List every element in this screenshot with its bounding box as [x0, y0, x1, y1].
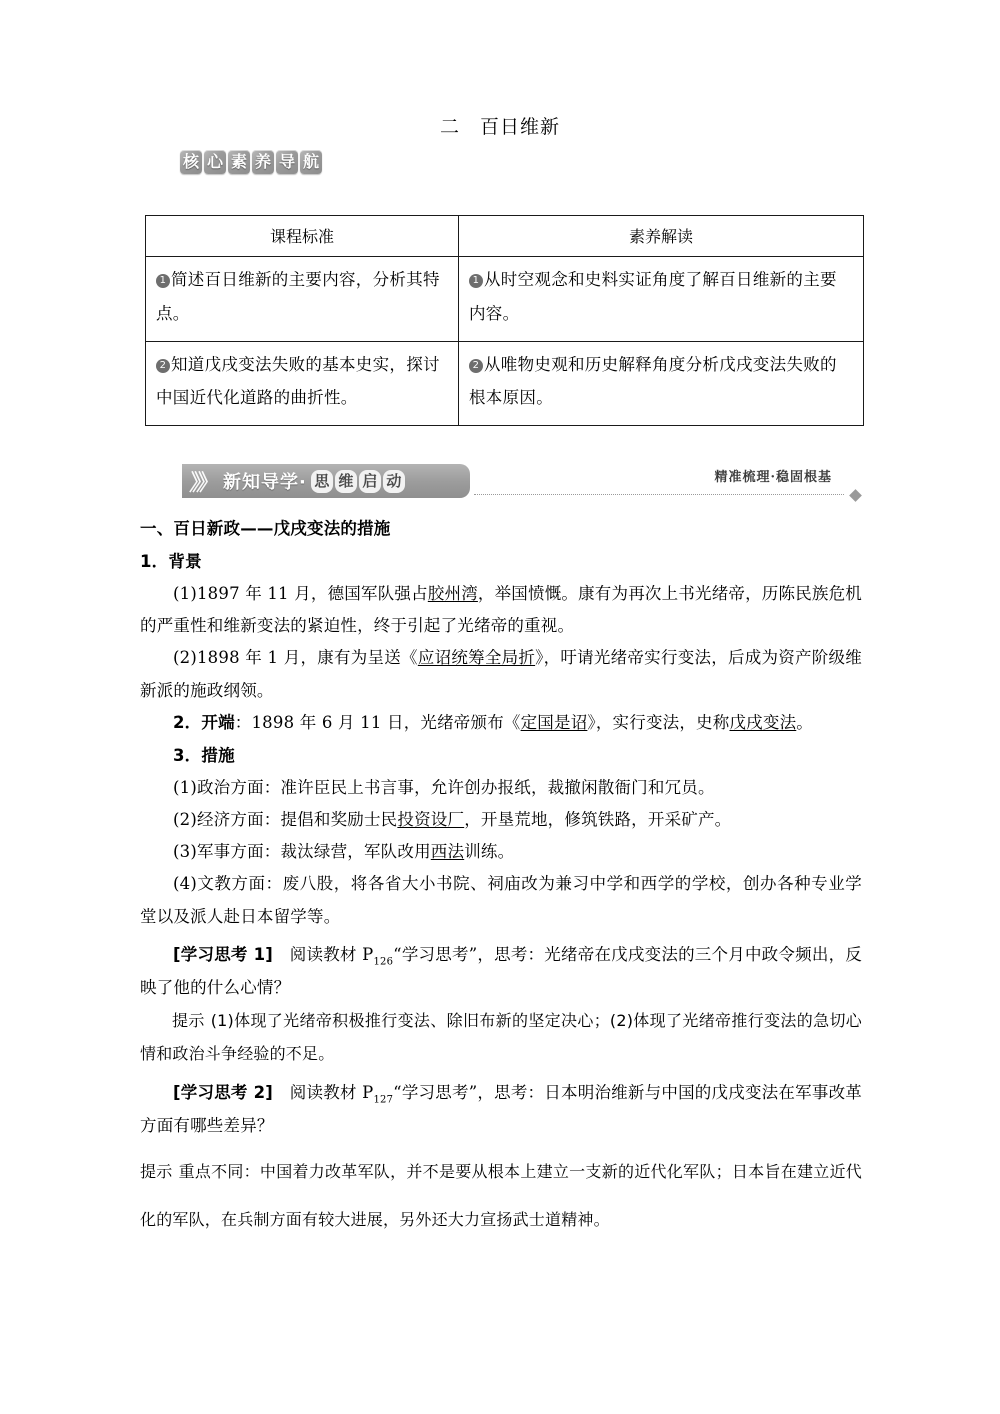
section-heading: 一、百日新政——戊戌变法的措施 — [140, 519, 391, 538]
text-part: 阅读教材 P — [273, 1082, 374, 1102]
text-part: (1)1897 年 11 月，德国军队强占 — [173, 584, 428, 603]
cell-text: 知道戊戌变法失败的基本史实，探讨中国近代化道路的曲折性。 — [156, 354, 440, 408]
diamond-icon — [849, 489, 862, 502]
text-part: “学习思考”，思考：光绪帝在戊戌变法的三个月中政令频出，反映了他的什么心情？ — [140, 944, 863, 997]
cell-text: 从唯物史观和历史解释角度分析戊戌变法失败的根本原因。 — [469, 354, 837, 408]
table-cell-standard-1 — [146, 257, 459, 342]
study-question-1 — [140, 939, 862, 1004]
banner-chip: 动 — [383, 470, 405, 493]
underlined-term-xifa: 西法 — [430, 842, 465, 862]
banner-bar — [182, 464, 470, 498]
column-header-literacy-interpretation: 素养解读 — [459, 216, 864, 257]
subheading-measures: 3．措施 — [173, 745, 235, 765]
banner-chip-group — [311, 470, 405, 493]
page-reference-127: 127 — [373, 1094, 394, 1106]
list-marker-2: 2 — [156, 359, 170, 373]
table-row — [146, 341, 864, 426]
measure-education: (4)文教方面：废八股，将各省大小书院、祠庙改为兼习中学和西学的学校，创办各种专业学堂以及派人赴日本留学等。 — [140, 874, 862, 926]
column-header-curriculum-standard: 课程标准 — [146, 216, 459, 257]
text-part: “学习思考”，思考：日本明治维新与中国的戊戌变法在军事改革方面有哪些差异？ — [140, 1082, 863, 1135]
table-header-row — [146, 216, 864, 257]
badge-char: 航 — [300, 150, 322, 174]
underlined-term-touzishechang: 投资设厂 — [397, 810, 465, 830]
measure-political: (1)政治方面：准许臣民上书言事，允许创办报纸，裁撤闲散衙门和冗员。 — [173, 777, 715, 797]
tip-2 — [140, 1148, 862, 1244]
list-marker-1: 1 — [156, 274, 170, 288]
text-part: (2)经济方面：提倡和奖励士民 — [173, 810, 398, 830]
text-part: ，举国愤慨。康有为再次上书光绪帝，历陈民族危机的严重性和维新变法的紧迫性，终于引起了光绪帝的重视。 — [140, 584, 863, 636]
page-reference-126: 126 — [373, 956, 394, 968]
measure-economic — [140, 804, 862, 836]
core-literacy-navigation-badge — [180, 150, 322, 174]
underlined-term-jiaozhouwan: 胶州湾 — [427, 584, 478, 603]
badge-char: 核 — [180, 150, 202, 174]
badge-char: 心 — [204, 150, 226, 174]
tip-label: 提示 — [172, 1010, 205, 1030]
study-question-2 — [140, 1077, 862, 1142]
paragraph-background-2 — [140, 642, 862, 706]
banner-title: 新知导学· — [223, 472, 307, 493]
table-cell-standard-2 — [146, 341, 459, 426]
list-marker-1: 1 — [469, 274, 483, 288]
study-question-2-label: [学习思考 2] — [173, 1082, 274, 1102]
badge-char: 养 — [252, 150, 274, 174]
paragraph-background-1 — [140, 578, 862, 642]
page-title: 二 百日维新 — [439, 116, 560, 138]
badge-char: 素 — [228, 150, 250, 174]
body-content — [140, 512, 862, 1244]
section-banner — [182, 464, 860, 498]
underlined-term-dingguoshizhao: 定国是诏 — [520, 712, 588, 732]
banner-chip: 维 — [335, 470, 357, 493]
text-part: (3)军事方面：裁汰绿营，军队改用 — [173, 842, 431, 862]
text-part: 。 — [796, 712, 813, 732]
cell-text: 简述百日维新的主要内容，分析其特点。 — [156, 270, 440, 323]
curriculum-standards-table — [145, 215, 864, 426]
label-beginning: 2．开端 — [173, 712, 235, 732]
tip-label: 提示 — [140, 1161, 173, 1181]
table-cell-literacy-2 — [459, 341, 864, 426]
badge-char: 导 — [276, 150, 298, 174]
subheading-background: 1．背景 — [140, 552, 202, 571]
text-part: 训练。 — [464, 842, 515, 862]
text-part: 》，吁请光绪帝实行变法，后成为资产阶级维新派的施政纲领。 — [140, 648, 862, 700]
double-chevron-right-icon: 》》 — [188, 470, 217, 496]
underlined-term-yingzhao: 应诏统筹全局折 — [417, 648, 536, 668]
tip-text: 重点不同：中国着力改革军队，并不是要从根本上建立一支新的近代化军队；日本旨在建立近代化的军队，在兵制方面有较大进展，另外还大力宣扬武士道精神。 — [140, 1161, 863, 1229]
text-part: ：1898 年 6 月 11 日，光绪帝颁布《 — [234, 712, 521, 732]
table-row — [146, 257, 864, 342]
banner-dotted-rule — [474, 494, 844, 495]
text-part: 阅读教材 P — [273, 944, 374, 964]
table-cell-literacy-1 — [459, 257, 864, 342]
measure-military — [140, 836, 862, 868]
tip-text: (1)体现了光绪帝积极推行变法、除旧布新的坚定决心；(2)体现了光绪帝推行变法的急切心情和政治斗争经验的不足。 — [140, 1010, 862, 1064]
text-part: (2)1898 年 1 月，康有为呈送《 — [173, 648, 418, 668]
paragraph-beginning — [140, 707, 862, 739]
banner-subtitle: 精准梳理·稳固根基 — [714, 470, 832, 485]
study-question-1-label: [学习思考 1] — [173, 944, 274, 964]
banner-chip: 思 — [311, 470, 333, 493]
list-marker-2: 2 — [469, 359, 483, 373]
text-part: ，开垦荒地，修筑铁路，开采矿产。 — [464, 810, 732, 830]
text-part: 》，实行变法，史称 — [587, 712, 730, 732]
cell-text: 从时空观念和史料实证角度了解百日维新的主要内容。 — [469, 270, 837, 323]
underlined-term-wuxubianfa: 戊戌变法 — [729, 712, 797, 732]
banner-chip: 启 — [359, 470, 381, 493]
tip-1 — [140, 1004, 862, 1071]
